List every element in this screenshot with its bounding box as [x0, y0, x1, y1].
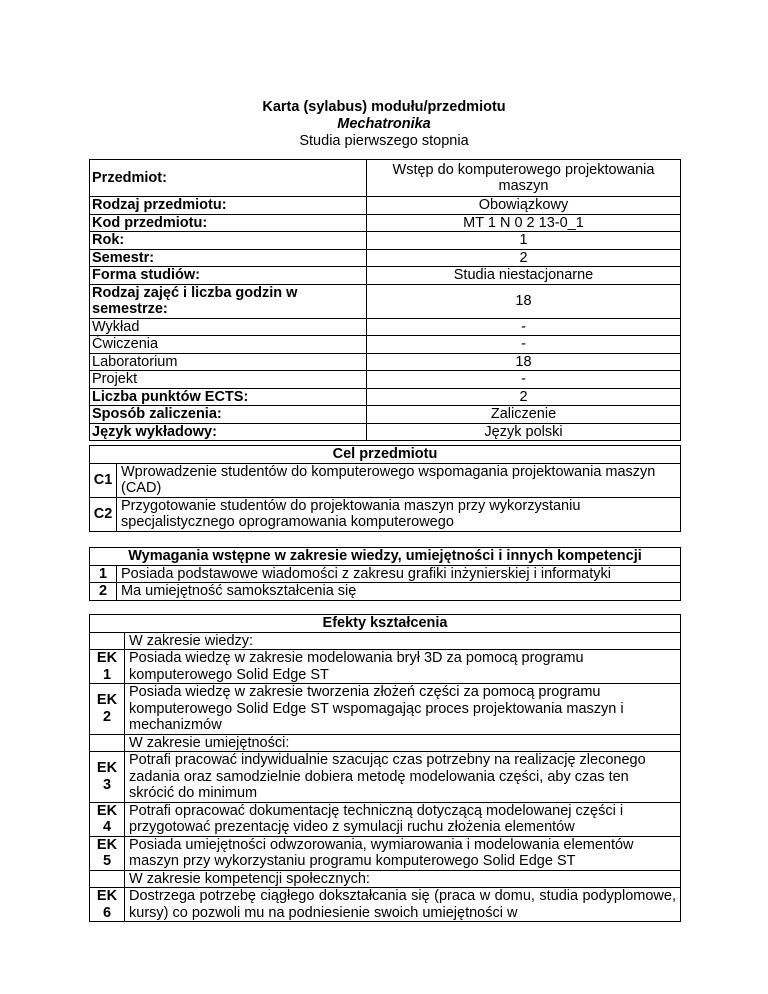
table-row: [90, 463, 681, 497]
laboratory-value: 18: [367, 353, 681, 371]
prerequisites-table: [89, 547, 681, 601]
objectives-table: [89, 445, 681, 532]
objectives-title: Cel przedmiotu: [90, 446, 681, 464]
document-header: [0, 99, 768, 150]
outcome-code: EK 2: [90, 684, 125, 735]
outcomes-title: Efekty kształcenia: [90, 615, 681, 633]
language-value: Język polski: [367, 423, 681, 441]
project-value: -: [367, 371, 681, 389]
section-social-competences: W zakresie kompetencji społecznych:: [125, 870, 681, 888]
subject-code-label: Kod przedmiotu:: [90, 214, 367, 232]
study-form-label: Forma studiów:: [90, 267, 367, 285]
table-row: [90, 684, 681, 735]
outcome-text: Posiada wiedzę w zakresie tworzenia złożeń części za pomocą programu komputerowego Solid Edge ST wspomagając proces projektowania maszyn i mechanizmów: [125, 684, 681, 735]
subject-value: Wstęp do komputerowego projektowania maszyn: [367, 160, 681, 197]
table-row: [90, 497, 681, 531]
ects-value: 2: [367, 388, 681, 406]
laboratory-label: Laboratorium: [90, 353, 367, 371]
lecture-value: -: [367, 318, 681, 336]
table-row: [90, 565, 681, 583]
project-label: Projekt: [90, 371, 367, 389]
subject-label: Przedmiot:: [90, 160, 367, 197]
assessment-label: Sposób zaliczenia:: [90, 406, 367, 424]
outcome-text: Potrafi opracować dokumentację techniczną dotyczącą modelowanej części i przygotować prezentację video z symulacji ruchu złożenia elementów: [125, 802, 681, 836]
objective-text: Wprowadzenie studentów do komputerowego wspomagania projektowania maszyn (CAD): [117, 463, 681, 497]
hours-label: Rodzaj zajęć i liczba godzin w semestrze:: [90, 284, 367, 318]
table-row: [90, 752, 681, 803]
study-level: Studia pierwszego stopnia: [299, 133, 469, 149]
exercises-label: Ćwiczenia: [90, 336, 367, 354]
table-row: [90, 583, 681, 601]
outcome-code: EK 1: [90, 650, 125, 684]
table-row: [90, 802, 681, 836]
outcome-text: Posiada umiejętności odwzorowania, wymiarowania i modelowania elementów maszyn przy wykorzystaniu programu komputerowego Solid Edge ST: [125, 836, 681, 870]
lecture-label: Wykład: [90, 318, 367, 336]
hours-value: 18: [367, 284, 681, 318]
outcome-code: EK 6: [90, 888, 125, 922]
subject-code-value: MT 1 N 0 2 13-0_1: [367, 214, 681, 232]
outcome-code: EK 3: [90, 752, 125, 803]
objective-code: C1: [90, 463, 117, 497]
outcome-code: EK 4: [90, 802, 125, 836]
prerequisites-title: Wymagania wstępne w zakresie wiedzy, umiejętności i innych kompetencji: [90, 548, 681, 566]
outcome-text: Dostrzega potrzebę ciągłego dokształcania się (praca w domu, studia podyplomowe, kursy) co pozwoli mu na podniesienie swoich umiejętności w: [125, 888, 681, 922]
section-knowledge: W zakresie wiedzy:: [125, 632, 681, 650]
subject-type-label: Rodzaj przedmiotu:: [90, 197, 367, 215]
table-row: [90, 888, 681, 922]
prerequisite-code: 1: [90, 565, 117, 583]
semester-value: 2: [367, 249, 681, 267]
prerequisite-text: Posiada podstawowe wiadomości z zakresu grafiki inżynierskiej i informatyki: [117, 565, 681, 583]
objective-text: Przygotowanie studentów do projektowania maszyn przy wykorzystaniu specjalistycznego oprogramowania komputerowego: [117, 497, 681, 531]
study-form-value: Studia niestacjonarne: [367, 267, 681, 285]
semester-label: Semestr:: [90, 249, 367, 267]
document-title: Karta (sylabus) modułu/przedmiotu: [262, 99, 506, 115]
table-row: [90, 836, 681, 870]
language-label: Język wykładowy:: [90, 423, 367, 441]
assessment-value: Zaliczenie: [367, 406, 681, 424]
table-row: [90, 650, 681, 684]
outcome-text: Potrafi pracować indywidualnie szacując czas potrzebny na realizację zleconego zadania oraz samodzielnie dobiera metodę modelowania części, aby czas ten skrócić do minimum: [125, 752, 681, 803]
year-value: 1: [367, 232, 681, 250]
learning-outcomes-table: [89, 614, 681, 922]
outcome-code: EK 5: [90, 836, 125, 870]
subject-type-value: Obowiązkowy: [367, 197, 681, 215]
outcome-text: Posiada wiedzę w zakresie modelowania brył 3D za pomocą programu komputerowego Solid Edge ST: [125, 650, 681, 684]
objective-code: C2: [90, 497, 117, 531]
field-of-study: Mechatronika: [337, 116, 431, 132]
ects-label: Liczba punktów ECTS:: [90, 388, 367, 406]
course-info-table: [89, 159, 681, 441]
exercises-value: -: [367, 336, 681, 354]
prerequisite-text: Ma umiejętność samokształcenia się: [117, 583, 681, 601]
section-skills: W zakresie umiejętności:: [125, 734, 681, 752]
year-label: Rok:: [90, 232, 367, 250]
prerequisite-code: 2: [90, 583, 117, 601]
